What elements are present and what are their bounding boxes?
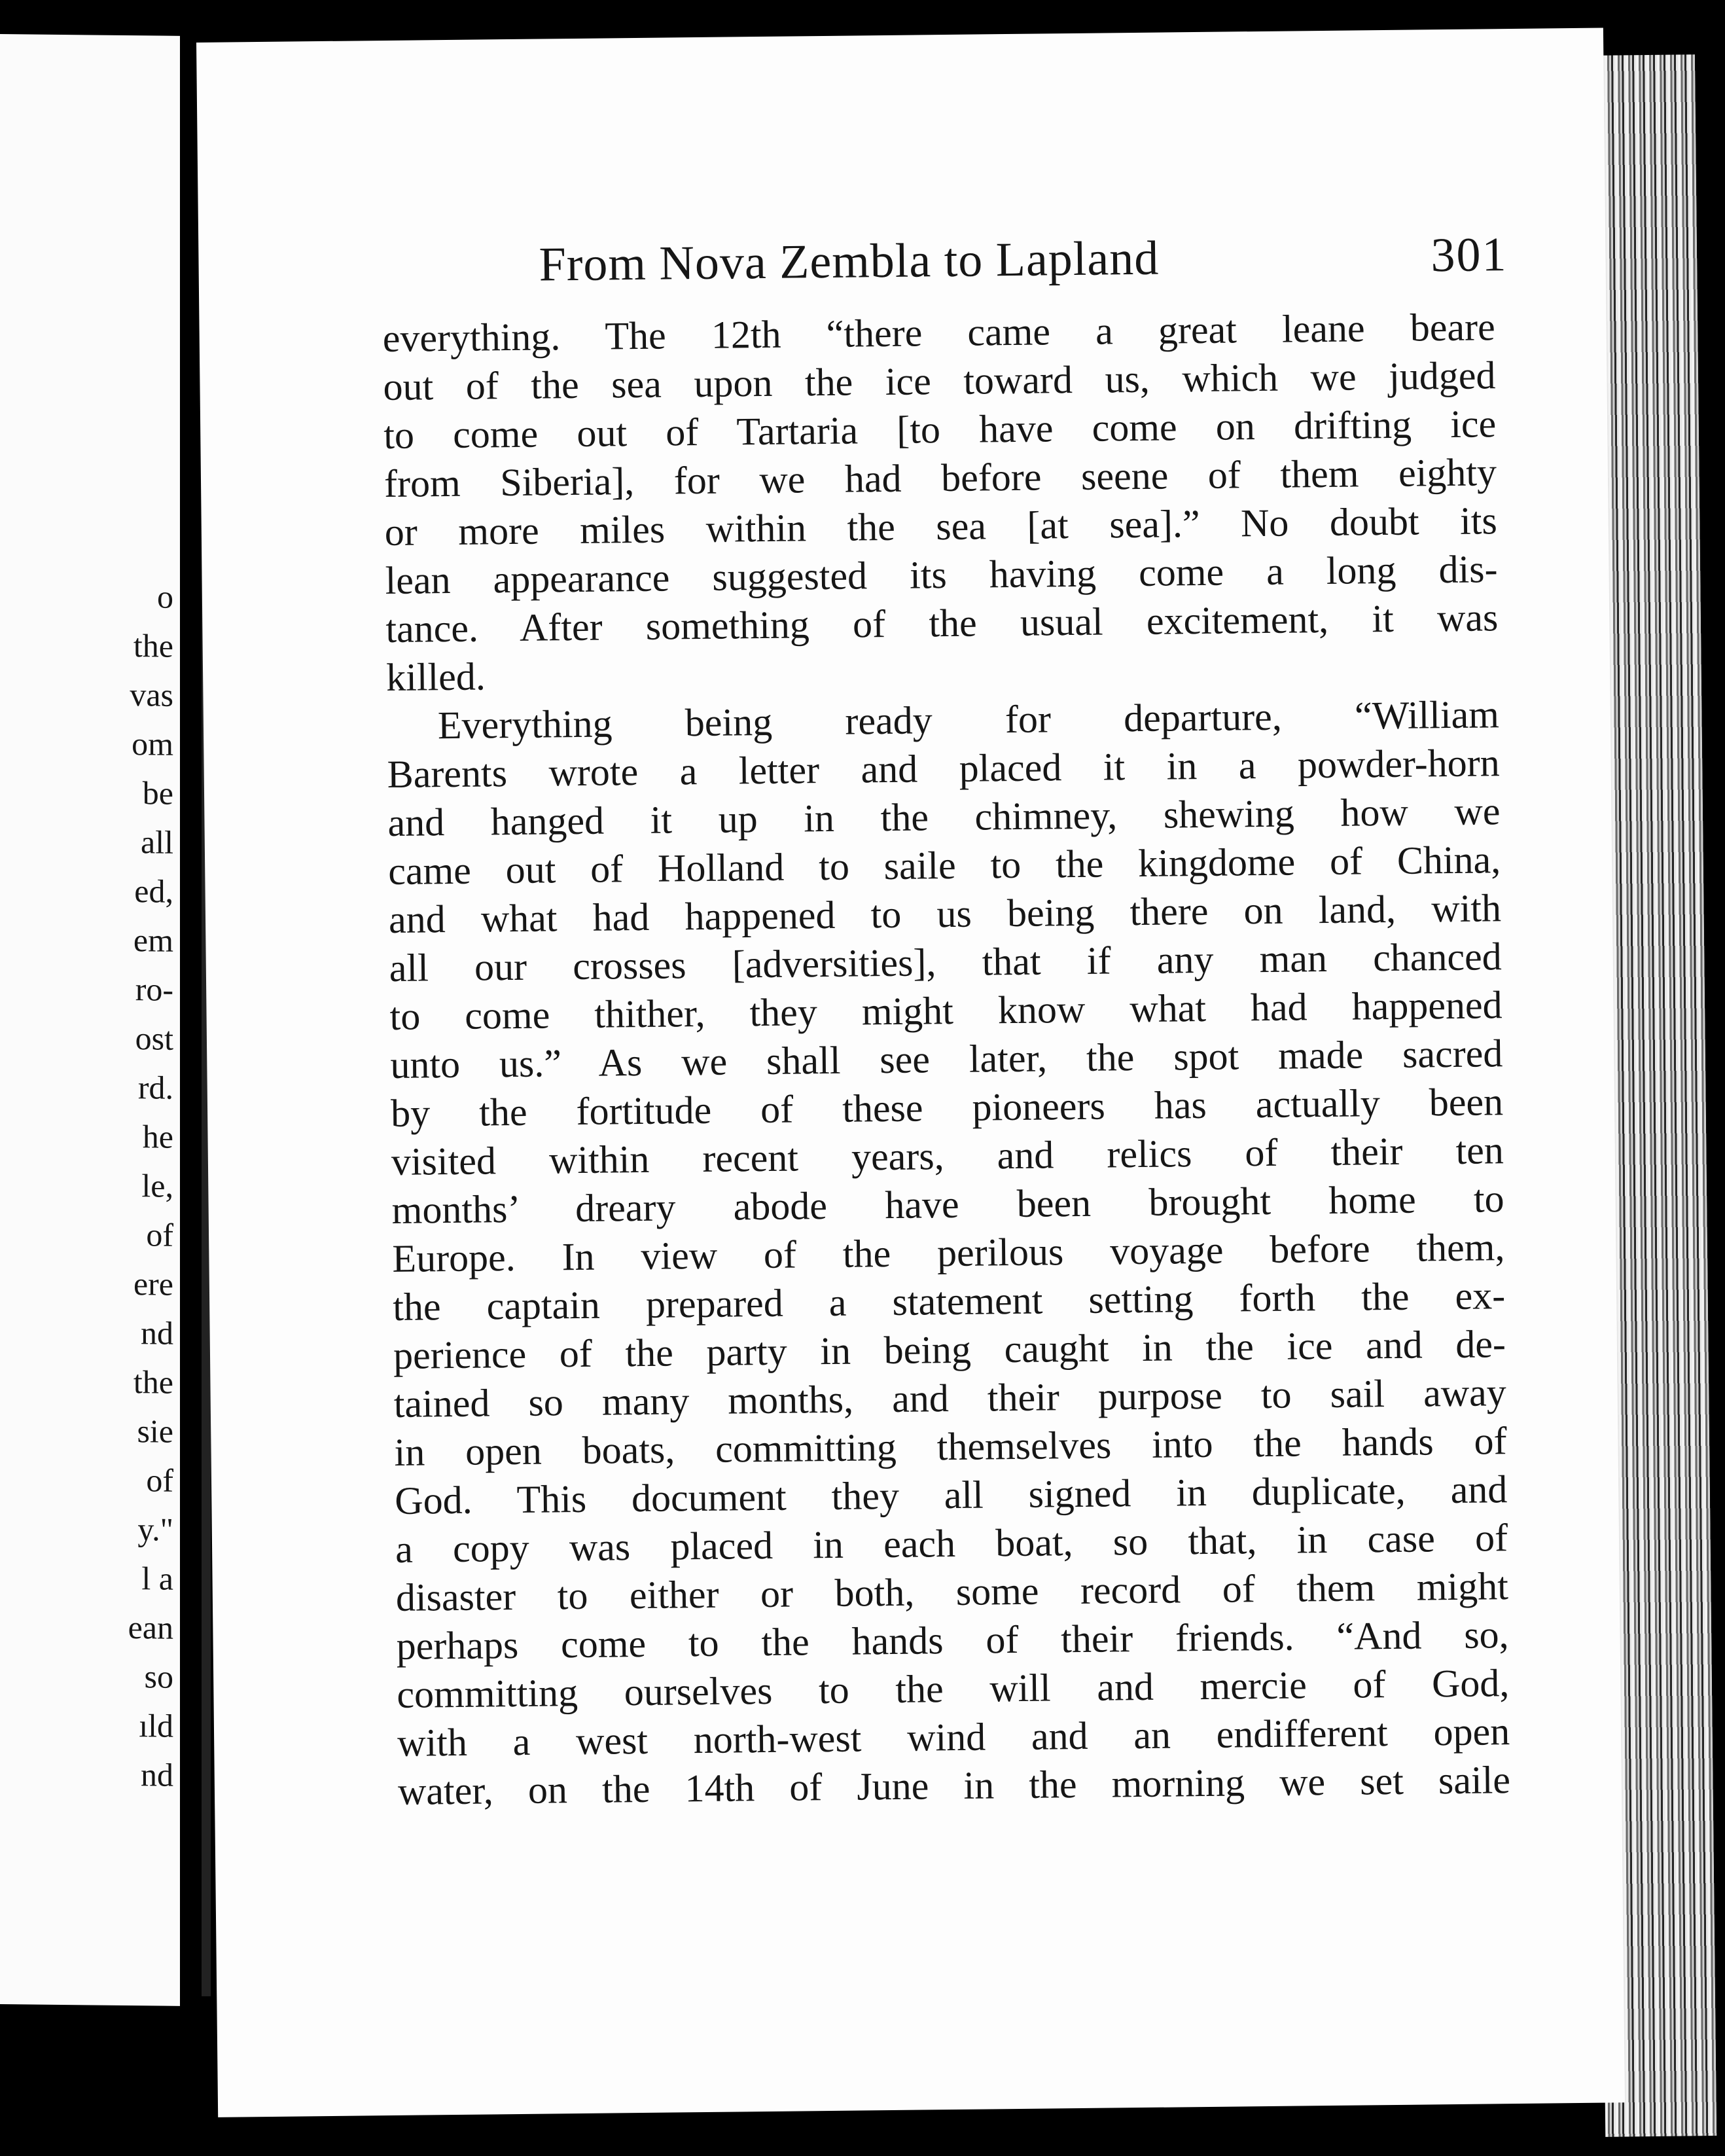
text-line: tained so many months, and their purpose to sail away xyxy=(393,1371,1507,1426)
text-line: killed. xyxy=(385,655,486,700)
left-page xyxy=(0,34,180,2006)
left-fragment: ere xyxy=(133,1265,173,1303)
text-line: to come thither, they might know what had happened xyxy=(389,983,1503,1038)
left-fragment: he xyxy=(142,1118,173,1155)
text-line: unto us.” As we shall see later, the spot made sacred xyxy=(390,1032,1503,1087)
running-title: From Nova Zembla to Lapland xyxy=(539,231,1160,292)
text-line: in open boats, committing themselves into the hands of xyxy=(394,1419,1507,1474)
left-fragment: o xyxy=(157,578,173,615)
text-line: Barents wrote a letter and placed it in a powder-horn xyxy=(387,741,1500,797)
text-line: Europe. In view of the perilous voyage before them, xyxy=(392,1225,1505,1280)
text-line: perience of the party in being caught in the ice and de- xyxy=(393,1322,1506,1377)
text-line: everything. The 12th “there came a great leane beare xyxy=(382,305,1496,361)
left-fragment: all xyxy=(141,823,173,861)
text-line: the captain prepared a statement setting forth the ex- xyxy=(392,1274,1506,1329)
left-fragment: om xyxy=(132,725,173,763)
text-line: perhaps come to the hands of their friends. “And so, xyxy=(396,1613,1509,1668)
left-fragment: ost xyxy=(135,1020,173,1057)
left-fragment: rd. xyxy=(137,1069,173,1106)
left-fragment: of xyxy=(146,1216,173,1253)
text-line: lean appearance suggested its having come a long dis- xyxy=(385,547,1498,603)
text-line: out of the sea upon the ice toward us, which we judged xyxy=(383,353,1496,409)
paragraph xyxy=(382,302,1499,702)
left-fragment: l a xyxy=(141,1560,173,1597)
page-number: 301 xyxy=(1431,228,1508,283)
text-line: or more miles within the sea [at sea].” No doubt its xyxy=(384,499,1498,554)
text-line: and hanged it up in the chimney, shewing how we xyxy=(387,789,1501,845)
text-line: months’ dreary abode have been brought home to xyxy=(391,1177,1504,1232)
paragraph xyxy=(387,690,1511,1816)
text-line: all our crosses [adversities], that if any man chanced xyxy=(389,935,1503,990)
running-header xyxy=(539,222,1508,310)
left-fragment: of xyxy=(146,1462,173,1499)
left-fragment: nd xyxy=(141,1756,173,1793)
text-line: by the fortitude of these pioneers has actually been xyxy=(390,1080,1504,1135)
text-line: from Siberia], for we had before seene of them eighty xyxy=(383,450,1497,506)
text-line: a copy was placed in each boat, so that, in case of xyxy=(395,1516,1508,1571)
left-fragment: the xyxy=(133,1363,173,1401)
text-line: Everything being ready for departure, “William xyxy=(437,692,1500,747)
left-fragment: ıld xyxy=(139,1707,173,1744)
body-text xyxy=(382,302,1510,1816)
left-fragment: ean xyxy=(128,1609,173,1646)
left-fragment: so xyxy=(144,1658,173,1695)
left-fragment: ro- xyxy=(135,971,173,1008)
left-page-cut-text xyxy=(128,572,173,1800)
left-fragment: sie xyxy=(137,1412,173,1450)
text-line: with a west north-west wind and an endifferent open xyxy=(397,1710,1510,1765)
text-line: water, on the 14th of June in the morning we set saile xyxy=(397,1758,1511,1813)
left-fragment: vas xyxy=(130,676,173,713)
left-fragment: the xyxy=(133,627,173,664)
text-line: to come out of Tartaria [to have come on drifting ice xyxy=(383,402,1497,458)
text-line: visited within recent years, and relics of their ten xyxy=(391,1128,1504,1183)
text-line: committing ourselves to the will and mercie of God, xyxy=(397,1661,1510,1716)
left-fragment: ed, xyxy=(134,872,173,910)
text-line: came out of Holland to saile to the kingdome of China, xyxy=(387,838,1501,893)
text-line: and what had happened to us being there on land, with xyxy=(388,886,1502,941)
right-page xyxy=(196,27,1625,2117)
text-line: God. This document they all signed in duplicate, and xyxy=(395,1467,1508,1522)
left-fragment: le, xyxy=(141,1167,173,1204)
text-line: disaster to either or both, some record of them might xyxy=(395,1564,1509,1619)
left-fragment: y." xyxy=(137,1511,173,1548)
left-fragment: nd xyxy=(141,1314,173,1352)
text-line: tance. After something of the usual excitement, it was xyxy=(385,596,1499,651)
left-fragment: em xyxy=(133,922,173,959)
left-fragment: be xyxy=(142,774,173,812)
